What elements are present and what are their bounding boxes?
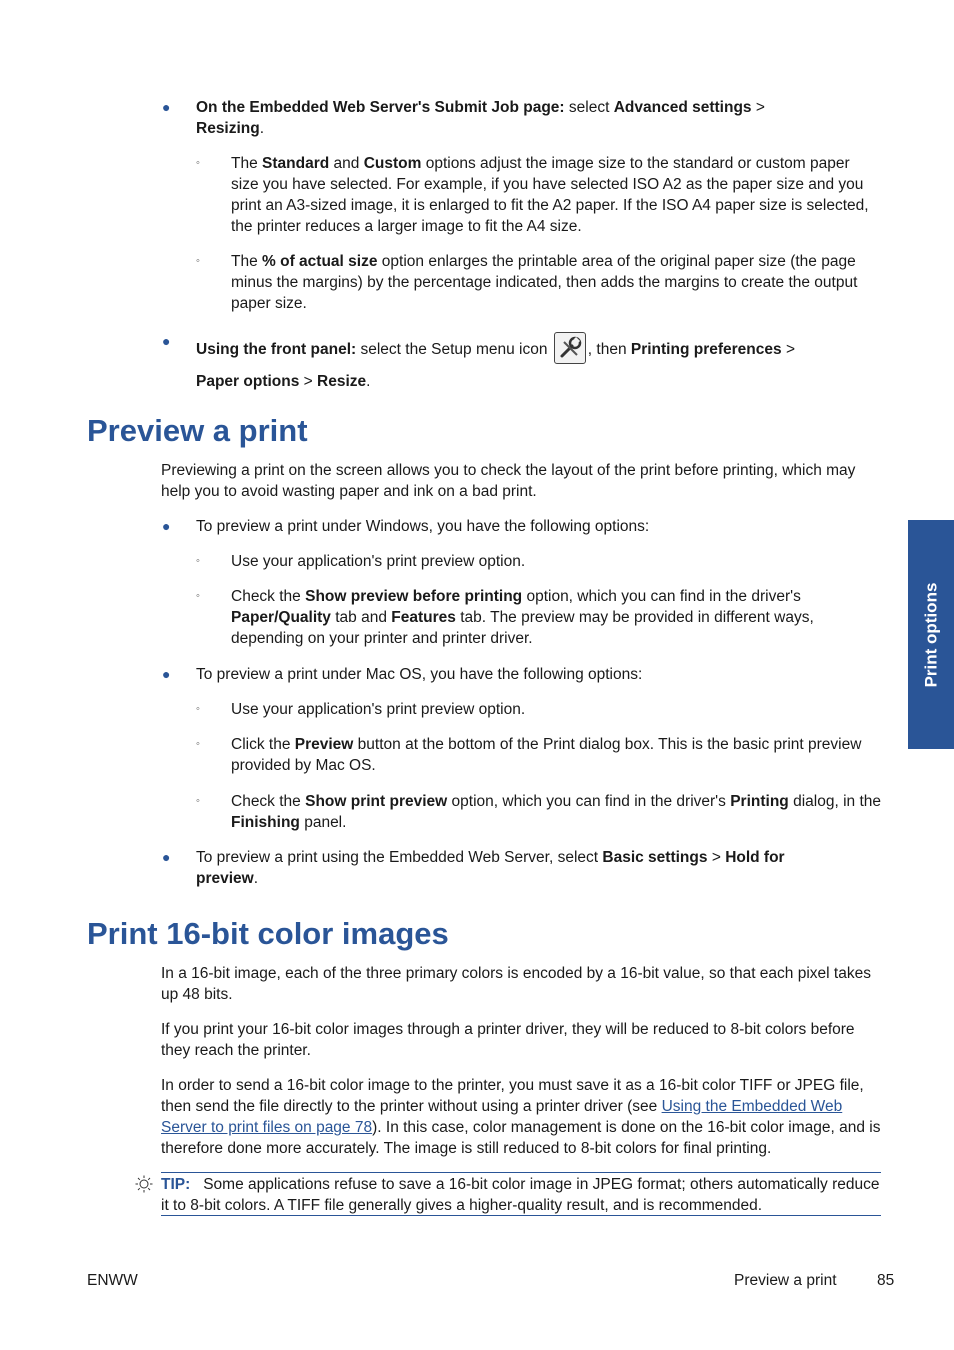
menu-separator: > [785, 341, 795, 359]
text: In order to send a 16-bit color image to the printer, you must save it as a 16-bit color TIFF or JPEG file, then send the file directly to the printer without using a printer driver (see [161, 1077, 864, 1115]
text: select the Setup menu icon [360, 341, 548, 359]
tip-top-rule [161, 1172, 881, 1173]
side-tab-label: Print options [921, 582, 941, 687]
finishing-term: Finishing [231, 814, 300, 831]
text: Click the [231, 736, 291, 753]
menu-separator: > [755, 99, 765, 116]
mac-option-2 [231, 734, 881, 776]
text: option, which you can find in the driver's [526, 588, 801, 605]
text: panel. [304, 814, 347, 831]
text: button at the bottom of the Print dialog box. This is the basic print preview provided by Mac OS. [231, 736, 862, 774]
footer-left: ENWW [87, 1272, 138, 1289]
sub-bullet: ◦ [196, 795, 200, 807]
menu-separator: > [711, 849, 721, 866]
paper-options-term: Paper options [196, 373, 300, 390]
lightbulb-icon [135, 1175, 153, 1199]
text: The [231, 253, 258, 270]
text: To preview a print using the Embedded Web Server, select [196, 849, 599, 866]
sub-bullet: ◦ [196, 738, 200, 750]
sub-bullet: ◦ [196, 555, 200, 567]
sub-bullet: ◦ [196, 590, 200, 602]
bit16-p2: If you print your 16-bit color images through a printer driver, they will be reduced to 8-bit colors before they reach the printer. [161, 1021, 855, 1059]
ews-intro-text: select [568, 99, 610, 116]
text: , then [587, 341, 627, 359]
mac-option-3 [231, 791, 881, 833]
ews-resizing-item: On the Embedded Web Server's Submit Job page: select Advanced settings > Resizing. [196, 99, 765, 137]
standard-custom-item [231, 153, 881, 237]
advanced-settings-term: Advanced settings [613, 99, 752, 116]
text: option, which you can find in the driver's [451, 793, 726, 810]
mac-option-1: Use your application's print preview option. [231, 701, 526, 718]
mac-bullet: To preview a print under Mac OS, you have the following options: [196, 666, 643, 683]
text: dialog, in the [793, 793, 881, 810]
tip-label: TIP: [161, 1176, 191, 1193]
text: Check the [231, 793, 301, 810]
bit16-heading: Print 16-bit color images [87, 916, 449, 951]
footer-section: Preview a print [734, 1272, 837, 1289]
windows-option-2 [231, 586, 881, 649]
standard-term: Standard [262, 155, 330, 172]
text: The [231, 155, 258, 172]
preview-intro: Previewing a print on the screen allows you to check the layout of the print before printing, which may help you to avoid wasting paper and ink on a bad print. [161, 462, 856, 500]
text: Check the [231, 588, 301, 605]
text: tab. The preview may be provided in different ways, depending on your printer and printer driver. [231, 609, 814, 647]
sub-bullet: ◦ [196, 157, 200, 169]
bullet: ● [162, 99, 171, 115]
text: and [333, 155, 360, 172]
ews-intro-bold: On the Embedded Web Server's Submit Job page: [196, 99, 565, 116]
percent-actual-size-term: % of actual size [262, 253, 378, 270]
text: option enlarges the printable area of the original paper size (the page minus the margins) by the percentage indicated, then adds the margins to create the output paper size. [231, 253, 858, 312]
bit16-p3 [161, 1075, 881, 1159]
preview-heading: Preview a print [87, 413, 308, 448]
text: options adjust the image size to the standard or custom paper size you have selected. For example, if you have selected ISO A2 as the paper size and you print an A3-sized image, it is enlarged to fit the A2 paper. If the ISO A4 paper size is selected, the printer reduces a larger image to fit the A4 size. [231, 155, 869, 235]
text: ). In this case, color management is done on the 16-bit color image, and is therefore done more accurately. The image is still reduced to 8-bit colors for final printing. [161, 1119, 881, 1157]
tip-text [161, 1174, 881, 1216]
bullet: ● [162, 518, 171, 534]
bullet: ● [162, 666, 171, 682]
text: Some applications refuse to save a 16-bit color image in JPEG format; others automatically reduce it to 8-bit colors. A TIFF file generally gives a higher-quality result, and is recommended. [161, 1176, 880, 1214]
custom-term: Custom [363, 155, 422, 172]
menu-separator: > [303, 373, 313, 390]
resizing-term: Resizing [196, 120, 260, 137]
resize-term: Resize [317, 373, 367, 390]
sub-bullet: ◦ [196, 255, 200, 267]
percent-size-item [231, 251, 881, 314]
paper-quality-term: Paper/Quality [231, 609, 331, 626]
hold-for-preview-term: Hold for preview [196, 849, 785, 887]
show-preview-before-printing-term: Show preview before printing [305, 588, 523, 605]
ews-preview-bullet: To preview a print using the Embedded Web Server, select Basic settings > Hold for preview. [196, 849, 785, 887]
front-panel-bold: Using the front panel: [196, 341, 357, 359]
setup-menu-icon [554, 332, 586, 364]
windows-option-1: Use your application's print preview option. [231, 553, 526, 570]
show-print-preview-term: Show print preview [305, 793, 448, 810]
bullet: ● [162, 849, 171, 865]
side-section-tab [908, 520, 954, 749]
ews-print-files-link[interactable]: Using the Embedded Web Server to print files on page 78 [161, 1098, 843, 1136]
printing-preferences-term: Printing preferences [630, 341, 782, 359]
bullet: ● [162, 333, 171, 349]
tip-bottom-rule [161, 1215, 881, 1216]
features-term: Features [391, 609, 456, 626]
bit16-p1: In a 16-bit image, each of the three primary colors is encoded by a 16-bit value, so that each pixel takes up 48 bits. [161, 965, 871, 1003]
basic-settings-term: Basic settings [602, 849, 708, 866]
text: tab and [335, 609, 387, 626]
windows-bullet: To preview a print under Windows, you have the following options: [196, 518, 650, 535]
page-number: 85 [877, 1272, 895, 1289]
front-panel-item: Using the front panel: select the Setup menu icon , then Printing preferences > Paper options > Resize. [196, 334, 876, 397]
printing-term: Printing [730, 793, 789, 810]
sub-bullet: ◦ [196, 703, 200, 715]
preview-term: Preview [294, 736, 354, 753]
